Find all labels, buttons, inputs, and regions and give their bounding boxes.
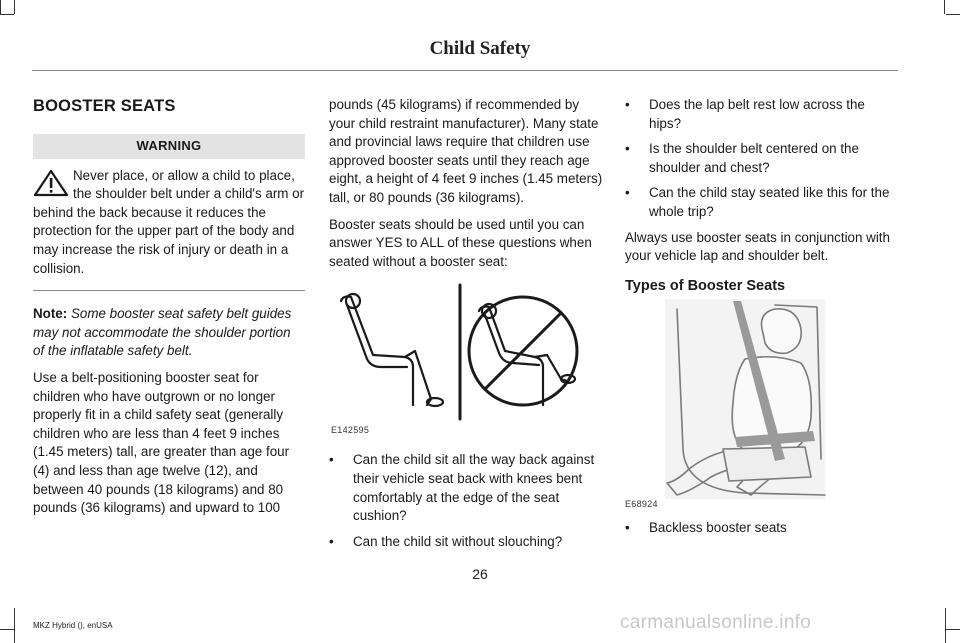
crop-mark [0,14,14,15]
body-paragraph: Use a belt-positioning booster seat for children who have outgrown or no longer properly fit in a child safety seat (generally children who are less than 4 feet 9 inches (1.45 meters) tall, are greater than age four (4) and less than age twelve (12), and between 40 pounds (18 kilograms) and 80 pounds (36 kilograms) and upward to 100 [33,369,290,516]
warning-triangle-icon [33,169,69,197]
list-item: • Can the child stay seated like this for the whole trip? [625,184,897,221]
watermark-text: carmanualsonline.info [620,612,812,633]
crop-mark [0,0,1,14]
note [33,305,305,361]
column-1 [33,96,305,518]
crop-mark [945,608,946,643]
list-item: • Can the child sit without slouching? [329,533,603,552]
backless-booster-figure [625,299,897,509]
body-paragraph: Always use booster seats in conjunction with your vehicle lap and shoulder belt. [625,229,890,264]
list-item: • Can the child sit all the way back against their vehicle seat back with knees bent comfortably at the edge of the seat cushion? [329,451,603,525]
warning-text: Never place, or allow a child to place, the shoulder belt under a child's arm or behind the back because it reduces the protection for the upper part of the body and may increase the risk of injury or death in a collision. [33,167,305,276]
warning-label: WARNING [33,134,305,159]
section-heading: BOOSTER SEATS [33,97,176,115]
figure-code: E68924 [625,499,658,510]
question-list [625,96,897,222]
crop-mark [946,14,960,15]
subheading: Types of Booster Seats [625,277,786,294]
list-item: • Backless booster seats [625,519,897,538]
crop-mark [944,0,945,14]
body-paragraph: pounds (45 kilograms) if recommended by your child restraint manufacturer). Many state and provincial laws require that children use approved booster seats until they reach age eight, a height of 4 feet 9 inches (1.45 meters) tall, or 80 pounds (36 kilograms). [329,97,603,205]
header-divider [32,70,898,71]
crop-mark [14,608,15,643]
seat-position-illustration [329,271,603,421]
warning-divider [33,290,305,291]
crop-mark [946,629,960,630]
model-text: MKZ Hybrid (), enUSA [33,621,113,630]
crop-mark [14,0,15,14]
child-in-booster-illustration [625,299,897,499]
page-title: Child Safety [429,38,531,59]
column-2 [329,96,603,558]
column-3 [625,96,897,545]
figure-code: E142595 [331,425,370,436]
booster-type-list [625,519,897,538]
booster-seat-figure [329,271,603,441]
page-number: 26 [472,566,488,582]
note-text: Some booster seat safety belt guides may not accommodate the shoulder portion of the inflatable safety belt. [33,306,292,359]
list-item: • Does the lap belt rest low across the hips? [625,96,897,133]
warning-box [33,167,305,279]
body-paragraph: Booster seats should be used until you can answer YES to ALL of these questions when seated without a booster seat: [329,216,592,269]
question-list [329,451,603,551]
crop-mark [0,629,14,630]
list-item: • Is the shoulder belt centered on the shoulder and chest? [625,140,897,177]
note-label: Note: [33,306,68,322]
